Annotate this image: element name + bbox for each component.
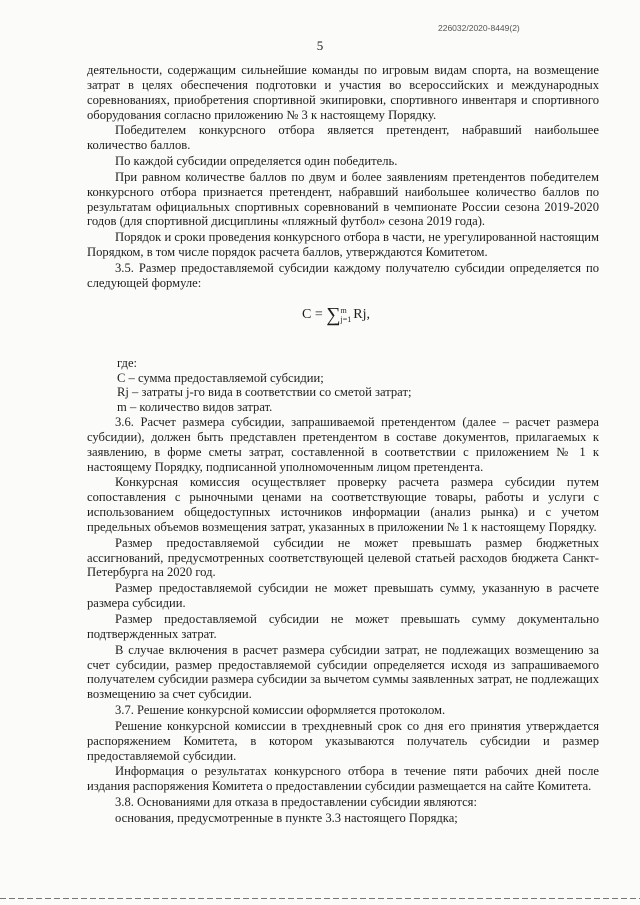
paragraph: Информация о результатах конкурсного отбора в течение пяти рабочих дней после издания распоряжения Комитета о предоставлении субсидии размещается на сайте Комитета.: [87, 764, 599, 794]
page-number: 5: [316, 38, 324, 53]
definition-c: С – сумма предоставляемой субсидии;: [117, 370, 324, 385]
paragraph-section-3-6: 3.6. Расчет размера субсидии, запрашиваемой претендентом (далее – расчет размера субсидии), должен быть представлен претендентом в составе документов, прилагаемых к заявлению, в форме сметы затрат, составленной в соответствии с приложением № 1 к настоящему Порядку, подписанной уполномоченным лицом претендента.: [87, 415, 599, 474]
paragraph: деятельности, содержащим сильнейшие команды по игровым видам спорта, на возмещение затрат в целях обеспечения подготовки и участия во всероссийских и международных соревнованиях, приобретения спортивной экипировки, спортивного инвентаря и спортивного оборудования согласно приложению № 3 к настоящему Порядку.: [87, 63, 599, 122]
formula-rhs: Rj,: [353, 306, 370, 322]
paragraph: Конкурсная комиссия осуществляет проверку расчета размера субсидии путем сопоставления с рыночными ценами на соответствующие товары, работы и услуги с использованием общедоступных источников информации (анализ рынка) и с учетом предельных объемов возмещения затрат, указанных в приложении № 1 к настоящему Порядку.: [87, 475, 599, 534]
paragraph: Решение конкурсной комиссии в трехдневный срок со дня его принятия утверждается распоряжением Комитета, в котором указываются получатель субсидии и размер предоставляемой субсидии.: [87, 718, 599, 763]
where-label: где:: [117, 355, 138, 370]
paragraph-section-3-8: 3.8. Основаниями для отказа в предоставлении субсидии являются:: [115, 795, 477, 810]
document-body: [87, 63, 599, 827]
subsidy-formula: [302, 303, 370, 326]
scan-edge-divider: [0, 898, 640, 899]
document-number: 226032/2020-8449(2): [438, 23, 520, 33]
sum-symbol: ∑: [326, 303, 341, 326]
paragraph: Порядок и сроки проведения конкурсного отбора в части, не урегулированной настоящим Порядком, в том числе порядок расчета баллов, утверждаются Комитетом.: [87, 230, 599, 260]
paragraph: основания, предусмотренные в пункте 3.3 настоящего Порядка;: [115, 810, 458, 825]
paragraph-section-3-7: 3.7. Решение конкурсной комиссии оформляется протоколом.: [115, 703, 446, 718]
sum-upper-limit: m: [340, 305, 347, 315]
formula-block: [87, 292, 599, 350]
paragraph: Победителем конкурсного отбора является претендент, набравший наибольшее количество баллов.: [87, 123, 599, 153]
definition-m: m – количество видов затрат.: [117, 400, 273, 415]
paragraph: В случае включения в расчет размера субсидии затрат, не подлежащих возмещению за счет субсидии, размер предоставляемой субсидии определяется исходя из запрашиваемого получателем субсидии размера субсидии за вычетом суммы заявленных затрат, не подлежащих возмещению за счет субсидии.: [87, 642, 599, 702]
definition-rj: Rj – затраты j-го вида в соответствии со сметой затрат;: [117, 385, 412, 400]
paragraph: По каждой субсидии определяется один победитель.: [115, 154, 398, 169]
paragraph: Размер предоставляемой субсидии не может превышать сумму, указанную в расчете размера субсидии.: [87, 581, 599, 611]
formula-lhs: C =: [302, 306, 327, 322]
sum-limits: [341, 306, 352, 324]
paragraph-section-3-5: 3.5. Размер предоставляемой субсидии каждому получателю субсидии определяется по следующей формуле:: [87, 260, 599, 290]
paragraph: Размер предоставляемой субсидии не может превышать сумму документально подтвержденных затрат.: [87, 612, 599, 641]
paragraph: Размер предоставляемой субсидии не может превышать размер бюджетных ассигнований, предусмотренных соответствующей целевой статьей расходов бюджета Санкт-Петербурга на 2020 год.: [87, 535, 599, 580]
paragraph: При равном количестве баллов по двум и более заявлениям претендентов победителем конкурсного отбора признается претендент, набравший наибольшее количество баллов по результатам официальных спортивных соревнований в чемпионате России сезона 2019-2020 годов (для спортивной дисциплины «пляжный футбол» сезона 2019 года).: [87, 169, 599, 229]
sum-lower-limit: j=1: [340, 314, 352, 324]
